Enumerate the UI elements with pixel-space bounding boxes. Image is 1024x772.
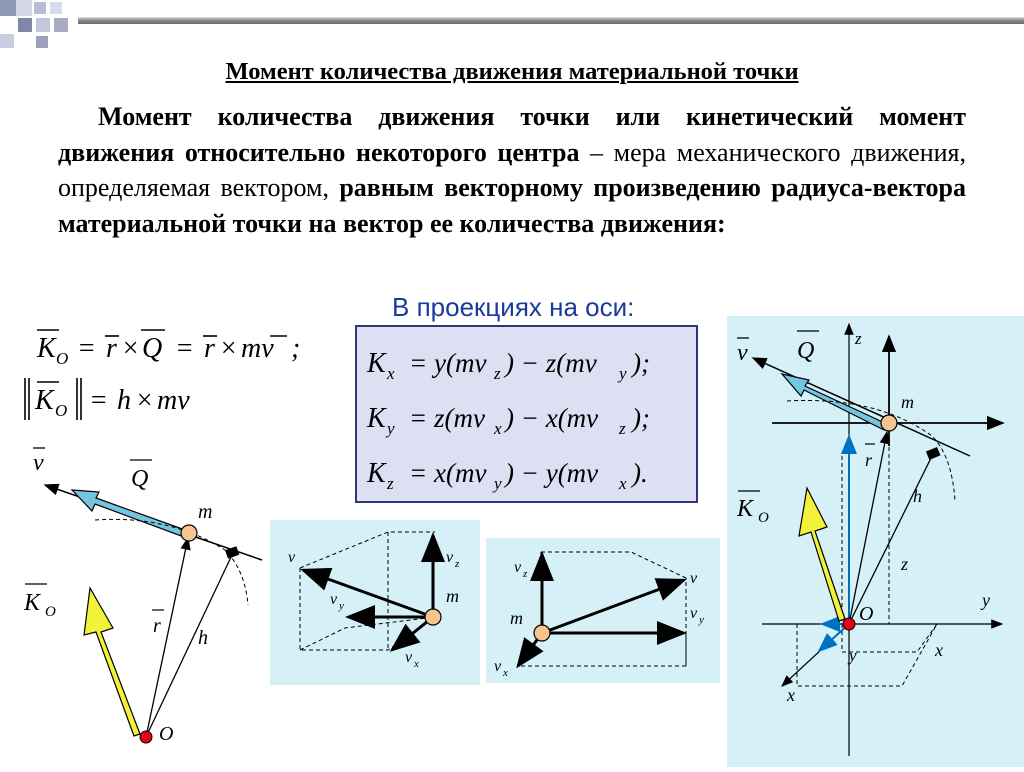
svg-text:h: h xyxy=(117,385,131,416)
svg-text:y: y xyxy=(982,590,990,610)
label-h: h xyxy=(198,627,208,649)
svg-text:K: K xyxy=(737,496,754,522)
svg-text:=: = xyxy=(175,333,194,364)
svg-text:x: x xyxy=(494,419,502,438)
svg-text:O: O xyxy=(45,604,56,620)
label-v: v xyxy=(33,450,44,476)
svg-text:mv: mv xyxy=(157,385,190,416)
svg-text:) − x(mv: ) − x(mv xyxy=(505,403,599,433)
svg-text:K: K xyxy=(35,385,54,416)
magnitude-formula-svg xyxy=(15,374,245,426)
svg-text:y: y xyxy=(619,364,627,383)
slide-title: Момент количества движения материальной точки xyxy=(225,58,799,85)
svg-text:×: × xyxy=(135,385,154,416)
svg-text:×: × xyxy=(219,333,238,364)
label-r: r xyxy=(153,615,161,637)
equation-kx xyxy=(366,348,650,383)
svg-text:x: x xyxy=(619,474,627,493)
svg-text:K: K xyxy=(37,333,56,364)
svg-text:) − z(mv: ) − z(mv xyxy=(505,348,597,378)
projection-panel-1 xyxy=(270,520,480,685)
svg-text:m: m xyxy=(446,586,459,606)
svg-text:);: ); xyxy=(632,403,650,433)
projection-panel-2-svg xyxy=(486,538,720,683)
svg-text:v: v xyxy=(405,649,413,666)
svg-text:= x(mv: = x(mv xyxy=(409,458,487,488)
svg-text:O: O xyxy=(56,349,69,368)
svg-text:O: O xyxy=(758,510,769,526)
svg-text:v: v xyxy=(514,559,522,576)
svg-text:y: y xyxy=(699,614,704,626)
svg-text:z: z xyxy=(455,558,460,570)
svg-text:y: y xyxy=(339,600,344,612)
projections-caption: В проекциях на оси: xyxy=(392,292,635,322)
svg-text:mv: mv xyxy=(241,333,274,364)
svg-text:r: r xyxy=(865,450,873,470)
svg-text:;: ; xyxy=(291,333,301,364)
point-m xyxy=(181,525,197,541)
svg-text:v: v xyxy=(446,549,454,566)
svg-text:x: x xyxy=(503,667,508,679)
definition-bold-part-2: равным векторному произведению радиуса-вектора материальной точки на вектор ее количества движения: xyxy=(58,173,966,238)
svg-text:z: z xyxy=(619,419,626,438)
svg-text:Q: Q xyxy=(797,338,815,364)
svg-text:Q: Q xyxy=(142,333,163,364)
svg-text:v: v xyxy=(494,658,502,675)
svg-text:K: K xyxy=(367,348,386,379)
svg-text:×: × xyxy=(121,333,140,364)
svg-text:r: r xyxy=(106,333,117,364)
svg-text:).: ). xyxy=(632,458,648,488)
svg-text:v: v xyxy=(690,605,698,622)
definition-regular-part: – мера механического движения, определяемая вектором, xyxy=(58,137,966,202)
svg-text:= z(mv: = z(mv xyxy=(409,403,485,433)
equation-kz xyxy=(366,458,648,493)
svg-text:v: v xyxy=(737,340,748,366)
svg-text:z: z xyxy=(387,474,394,493)
header-decoration-bar xyxy=(78,17,1024,24)
svg-text:O: O xyxy=(55,401,68,420)
svg-text:m: m xyxy=(510,608,523,628)
svg-text:K: K xyxy=(367,458,386,489)
svg-text:h: h xyxy=(913,486,922,506)
svg-text:);: ); xyxy=(632,348,650,378)
projection-panel-1-svg xyxy=(270,520,480,685)
svg-text:= y(mv: = y(mv xyxy=(409,348,487,378)
svg-text:z: z xyxy=(855,329,862,348)
label-m: m xyxy=(198,501,213,523)
point-O xyxy=(140,731,152,743)
svg-text:v: v xyxy=(690,570,698,587)
svg-text:z: z xyxy=(523,568,528,580)
svg-text:=: = xyxy=(77,333,96,364)
svg-text:y: y xyxy=(387,419,395,438)
svg-text:x: x xyxy=(787,685,795,705)
svg-text:z: z xyxy=(494,364,501,383)
svg-text:r: r xyxy=(204,333,215,364)
label-K: K xyxy=(24,590,41,616)
label-O: O xyxy=(159,723,174,745)
svg-text:v: v xyxy=(288,549,296,566)
main-formula-svg xyxy=(15,324,345,374)
svg-text:) − y(mv: ) − y(mv xyxy=(505,458,599,488)
coordinate-diagram-panel xyxy=(727,316,1024,767)
coordinate-diagram-svg xyxy=(727,316,1024,767)
definition-bold-part-1: Момент количества движения точки или кинетический момент движения относительно некоторого центра xyxy=(58,102,966,167)
svg-text:v: v xyxy=(330,591,338,608)
svg-text:x: x xyxy=(414,658,419,670)
svg-text:y: y xyxy=(494,474,502,493)
svg-text:O: O xyxy=(859,603,874,625)
definition-paragraph xyxy=(58,99,966,241)
svg-text:y: y xyxy=(849,646,857,665)
K-arrow xyxy=(84,588,140,736)
svg-text:z: z xyxy=(901,554,909,574)
momentum-arrow-Q xyxy=(72,490,188,537)
equation-ky xyxy=(366,403,650,438)
svg-text:K: K xyxy=(367,403,386,434)
svg-text:x: x xyxy=(387,364,395,383)
projection-equations-box xyxy=(355,325,698,503)
svg-text:m: m xyxy=(901,392,914,412)
left-moment-diagram xyxy=(0,440,280,767)
svg-text:x: x xyxy=(935,640,943,660)
projection-panel-2 xyxy=(486,538,720,683)
magnitude-formula xyxy=(15,374,245,434)
svg-text:=: = xyxy=(89,385,108,416)
h-line xyxy=(146,555,232,737)
projection-equations-svg xyxy=(357,327,696,501)
radius-vector-line xyxy=(146,538,188,737)
label-Q: Q xyxy=(131,466,149,492)
